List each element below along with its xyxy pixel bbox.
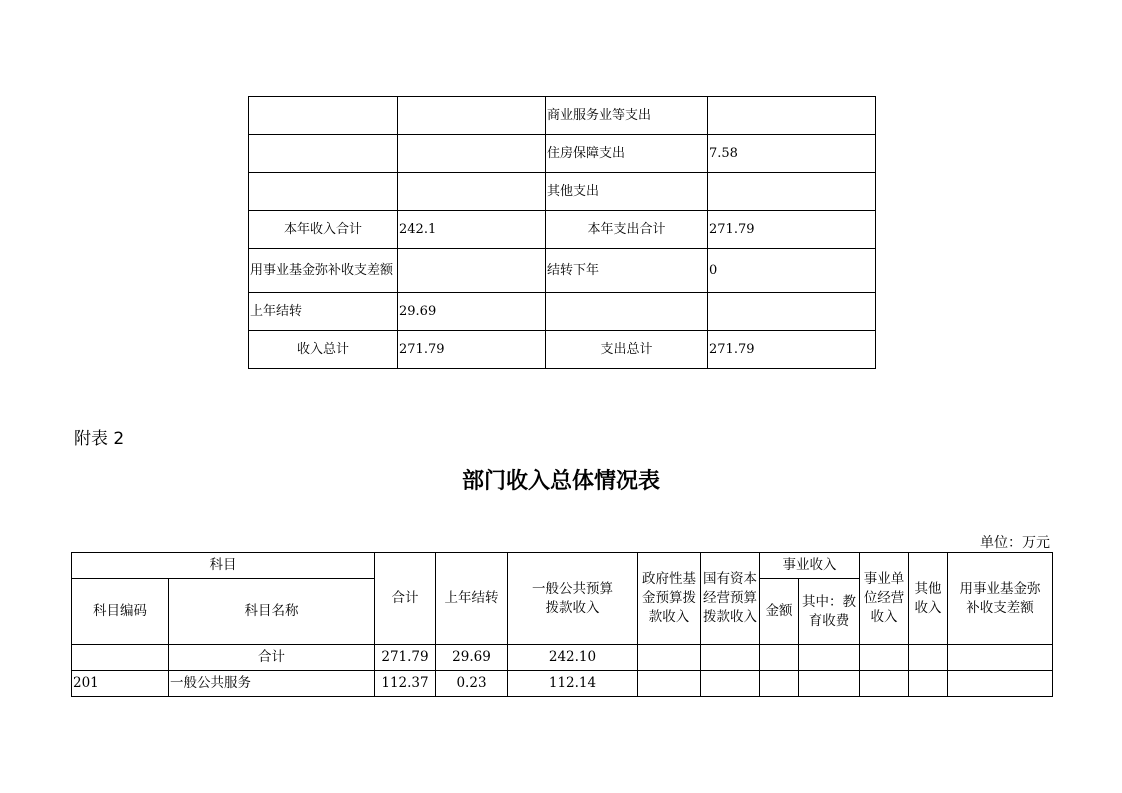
- table-header-row: [72, 553, 1053, 579]
- header-career-income: 事业收入: [760, 553, 860, 579]
- header-unit-business: 事业单位经营收入: [860, 553, 909, 645]
- header-total: 合计: [375, 553, 436, 645]
- header-carry: 上年结转: [436, 553, 508, 645]
- table-cell: 本年收入合计: [249, 211, 398, 249]
- table-cell: [799, 645, 860, 671]
- table-cell: 271.79: [708, 331, 876, 369]
- table-cell: [398, 135, 546, 173]
- table-row: [249, 331, 876, 369]
- table-cell: [398, 97, 546, 135]
- carry-cell: 0.23: [436, 671, 508, 697]
- table-row: [249, 97, 876, 135]
- header-code: 科目编码: [72, 579, 169, 645]
- name-cell: 合计: [169, 645, 375, 671]
- table-cell: 271.79: [398, 331, 546, 369]
- table-cell: [860, 671, 909, 697]
- table-cell: 商业服务业等支出: [546, 97, 708, 135]
- table-row: [249, 293, 876, 331]
- header-amount: 金额: [760, 579, 799, 645]
- table-cell: 收入总计: [249, 331, 398, 369]
- table-row: [249, 211, 876, 249]
- header-subject: 科目: [72, 553, 375, 579]
- table-cell: [638, 671, 701, 697]
- table-cell: 结转下年: [546, 249, 708, 293]
- header-edu-fee: 其中：教育收费: [799, 579, 860, 645]
- table-cell: [398, 249, 546, 293]
- table-cell: [701, 645, 760, 671]
- total-cell: 271.79: [375, 645, 436, 671]
- table-cell: 其他支出: [546, 173, 708, 211]
- table-cell: 242.1: [398, 211, 546, 249]
- header-name: 科目名称: [169, 579, 375, 645]
- table-cell: [860, 645, 909, 671]
- table-cell: [398, 173, 546, 211]
- table-row: [72, 645, 1053, 671]
- table-cell: 支出总计: [546, 331, 708, 369]
- header-fund-gap: 用事业基金弥补收支差额: [948, 553, 1053, 645]
- table-cell: 7.58: [708, 135, 876, 173]
- summary-table: [248, 96, 876, 369]
- header-general: 一般公共预算拨款收入: [508, 553, 638, 645]
- table-cell: [249, 135, 398, 173]
- unit-label: 单位：万元: [980, 535, 1050, 551]
- table-cell: [948, 671, 1053, 697]
- header-state-capital: 国有资本经营预算拨款收入: [701, 553, 760, 645]
- table-cell: [760, 671, 799, 697]
- table-cell: [909, 671, 948, 697]
- carry-cell: 29.69: [436, 645, 508, 671]
- table-cell: [948, 645, 1053, 671]
- table-cell: [708, 173, 876, 211]
- total-cell: 112.37: [375, 671, 436, 697]
- header-gov-fund: 政府性基金预算拨款收入: [638, 553, 701, 645]
- table-cell: 上年结转: [249, 293, 398, 331]
- table-cell: 本年支出合计: [546, 211, 708, 249]
- table-cell: 0: [708, 249, 876, 293]
- table-cell: 271.79: [708, 211, 876, 249]
- table-row: [249, 135, 876, 173]
- income-table: [71, 552, 1053, 697]
- table-cell: [638, 645, 701, 671]
- code-cell: [72, 645, 169, 671]
- table-cell: [701, 671, 760, 697]
- table-cell: [799, 671, 860, 697]
- table-cell: [760, 645, 799, 671]
- name-cell: 一般公共服务: [169, 671, 375, 697]
- table-cell: 住房保障支出: [546, 135, 708, 173]
- table-cell: [708, 293, 876, 331]
- general-cell: 112.14: [508, 671, 638, 697]
- table-cell: [909, 645, 948, 671]
- table-row: [72, 671, 1053, 697]
- table-cell: [249, 97, 398, 135]
- table-cell: 用事业基金弥补收支差额: [249, 249, 398, 293]
- page-title: 部门收入总体情况表: [461, 468, 660, 494]
- table-row: [249, 173, 876, 211]
- table-cell: [708, 97, 876, 135]
- table-cell: [249, 173, 398, 211]
- code-cell: 201: [72, 671, 169, 697]
- appendix-heading: 附表 2: [74, 429, 125, 449]
- general-cell: 242.10: [508, 645, 638, 671]
- table-cell: 29.69: [398, 293, 546, 331]
- header-other: 其他收入: [909, 553, 948, 645]
- table-row: [249, 249, 876, 293]
- table-cell: [546, 293, 708, 331]
